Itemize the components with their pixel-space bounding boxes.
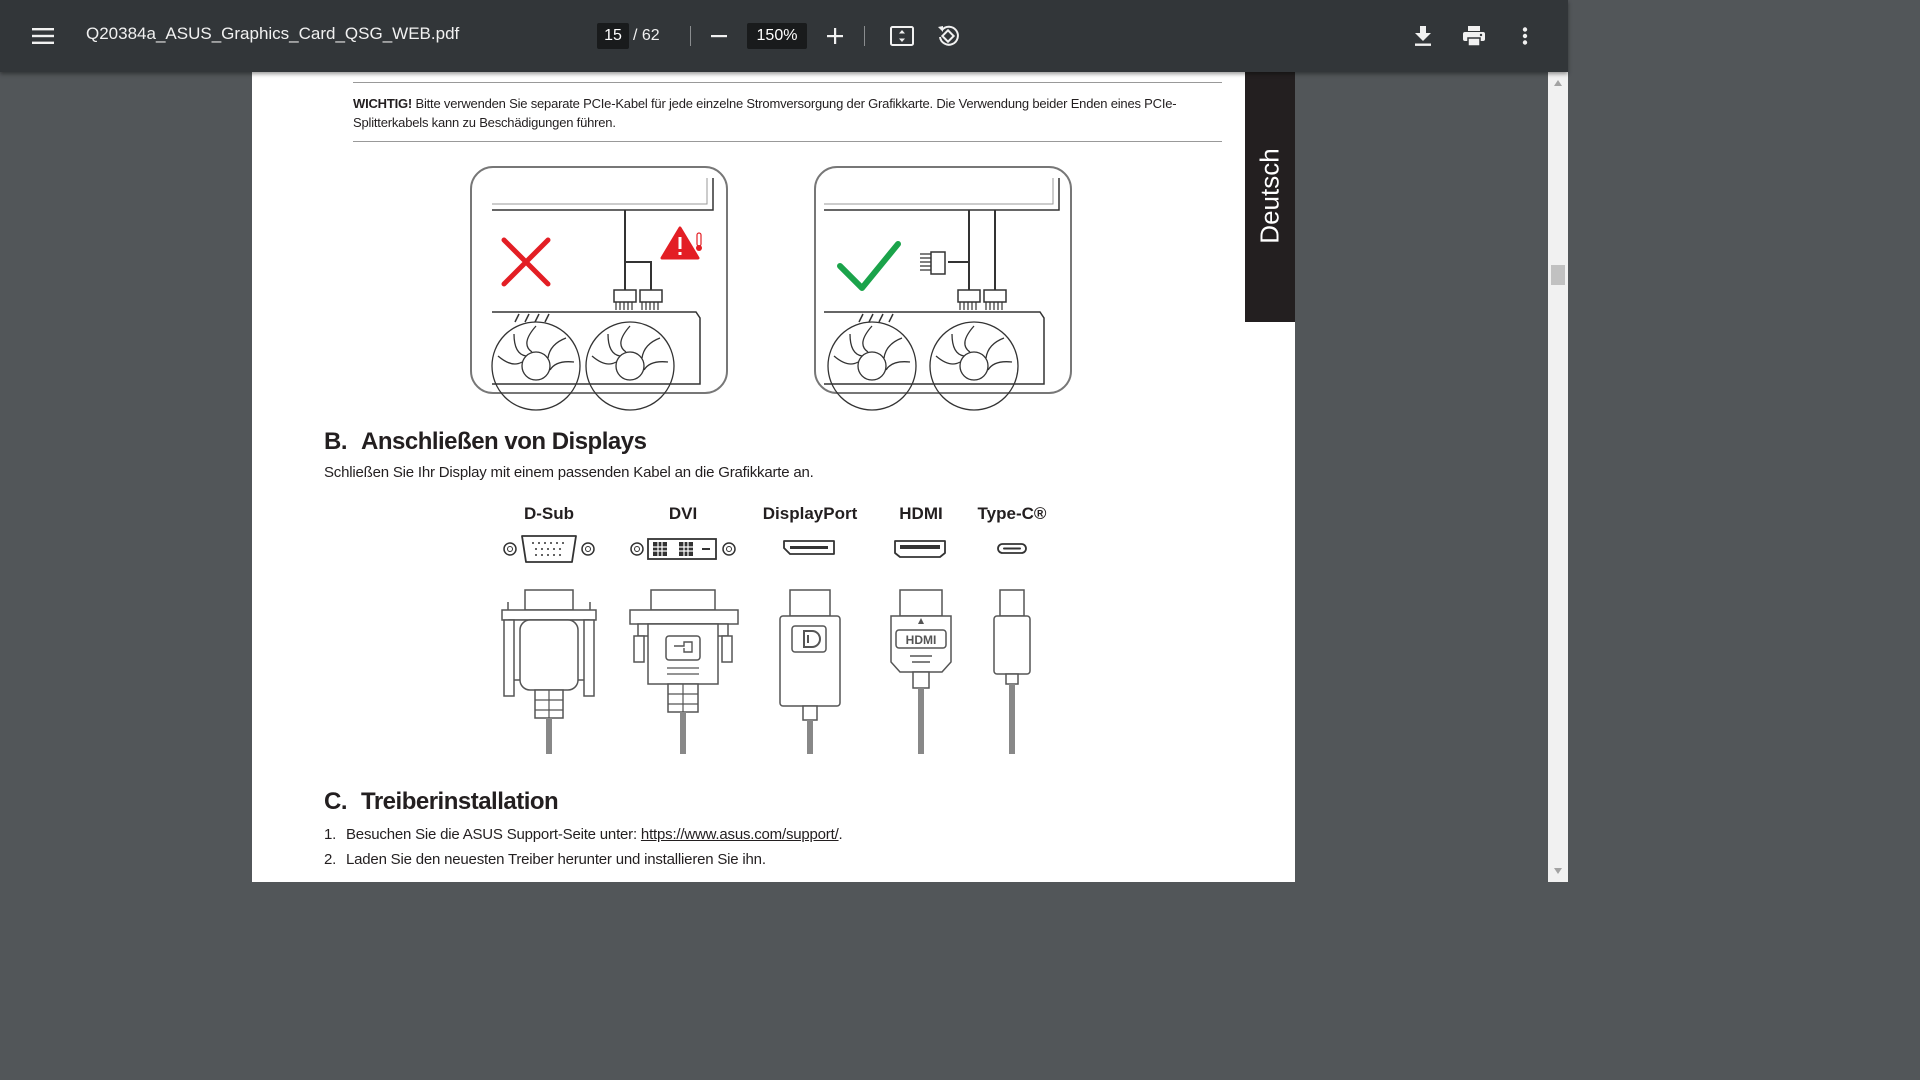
vertical-scrollbar[interactable] — [1548, 72, 1568, 882]
list-text: Besuchen Sie die ASUS Support-Seite unter: — [346, 826, 641, 843]
warning-note — [353, 94, 1203, 132]
warning-text: Bitte verwenden Sie separate PCIe-Kabel für jede einzelne Stromversorgung der Grafikkarte. Die Verwendung beider Enden eines PCIe-Splitterkabels kann zu Beschädigungen führen. — [353, 96, 1177, 130]
dvi-connector-illustration — [628, 532, 740, 756]
section-b-description: Schließen Sie Ihr Display mit einem passenden Kabel an die Grafikkarte an. — [324, 464, 814, 481]
zoom-out-button[interactable] — [701, 18, 737, 54]
rotate-icon — [936, 24, 960, 48]
page-total: / 62 — [633, 27, 660, 44]
download-icon — [1414, 26, 1432, 46]
connector-label-typec: Type-C® — [977, 504, 1047, 523]
hdmi-connector-illustration — [888, 532, 954, 756]
hdmi-logo-text: HDMI — [905, 633, 937, 647]
list-item — [324, 851, 766, 868]
minus-icon — [711, 28, 727, 44]
section-b-title: Anschließen von Displays — [361, 428, 647, 455]
section-b-heading — [324, 428, 646, 456]
download-button[interactable] — [1405, 18, 1441, 54]
fit-page-button[interactable] — [884, 18, 920, 54]
pdf-page — [252, 72, 1295, 882]
typec-connector-illustration — [990, 532, 1036, 756]
divider-line — [353, 82, 1222, 83]
scroll-down-arrow-icon[interactable] — [1554, 868, 1562, 874]
zoom-in-button[interactable] — [817, 18, 853, 54]
more-vert-icon — [1522, 27, 1528, 45]
language-label: Deutsch — [1254, 148, 1285, 244]
plus-icon — [827, 28, 843, 44]
asus-support-link[interactable]: https://www.asus.com/support/ — [640, 826, 839, 843]
list-text: Laden Sie den neuesten Treiber herunter und installieren Sie ihn. — [346, 851, 766, 868]
toolbar-separator — [690, 26, 691, 46]
fit-to-page-icon — [890, 26, 914, 46]
print-button[interactable] — [1456, 18, 1492, 54]
hamburger-menu-icon — [32, 28, 54, 44]
list-item — [324, 826, 843, 843]
correct-cable-illustration — [814, 166, 1072, 394]
section-c-title: Treiberinstallation — [361, 788, 559, 815]
toolbar-separator — [864, 26, 865, 46]
connector-label-dvi: DVI — [668, 504, 698, 523]
dsub-connector-illustration — [498, 532, 598, 756]
scroll-up-arrow-icon[interactable] — [1554, 80, 1562, 86]
list-text-suffix: . — [838, 826, 843, 843]
connector-label-displayport: DisplayPort — [762, 504, 858, 523]
scrollbar-thumb[interactable] — [1551, 265, 1565, 285]
section-b-number: B. — [324, 428, 347, 455]
document-title: Q20384a_ASUS_Graphics_Card_QSG_WEB.pdf — [86, 24, 460, 43]
printer-icon — [1463, 26, 1485, 46]
list-number: 1. — [324, 826, 337, 843]
pdf-toolbar — [0, 0, 1568, 72]
list-number: 2. — [324, 851, 337, 868]
language-side-tab — [1245, 72, 1295, 322]
section-c-heading — [324, 788, 558, 816]
displayport-connector-illustration — [776, 532, 846, 756]
zoom-level-input[interactable]: 150% — [747, 23, 807, 49]
more-actions-button[interactable] — [1507, 18, 1543, 54]
menu-button[interactable] — [24, 18, 62, 54]
wrong-cable-illustration — [470, 166, 728, 394]
divider-line — [353, 141, 1222, 142]
rotate-button[interactable] — [930, 18, 966, 54]
connector-label-hdmi: HDMI — [899, 504, 943, 523]
warning-label: WICHTIG! — [353, 96, 413, 111]
connector-label-dsub: D-Sub — [523, 504, 575, 523]
section-c-number: C. — [324, 788, 347, 815]
page-number-input[interactable]: 15 — [597, 23, 629, 49]
